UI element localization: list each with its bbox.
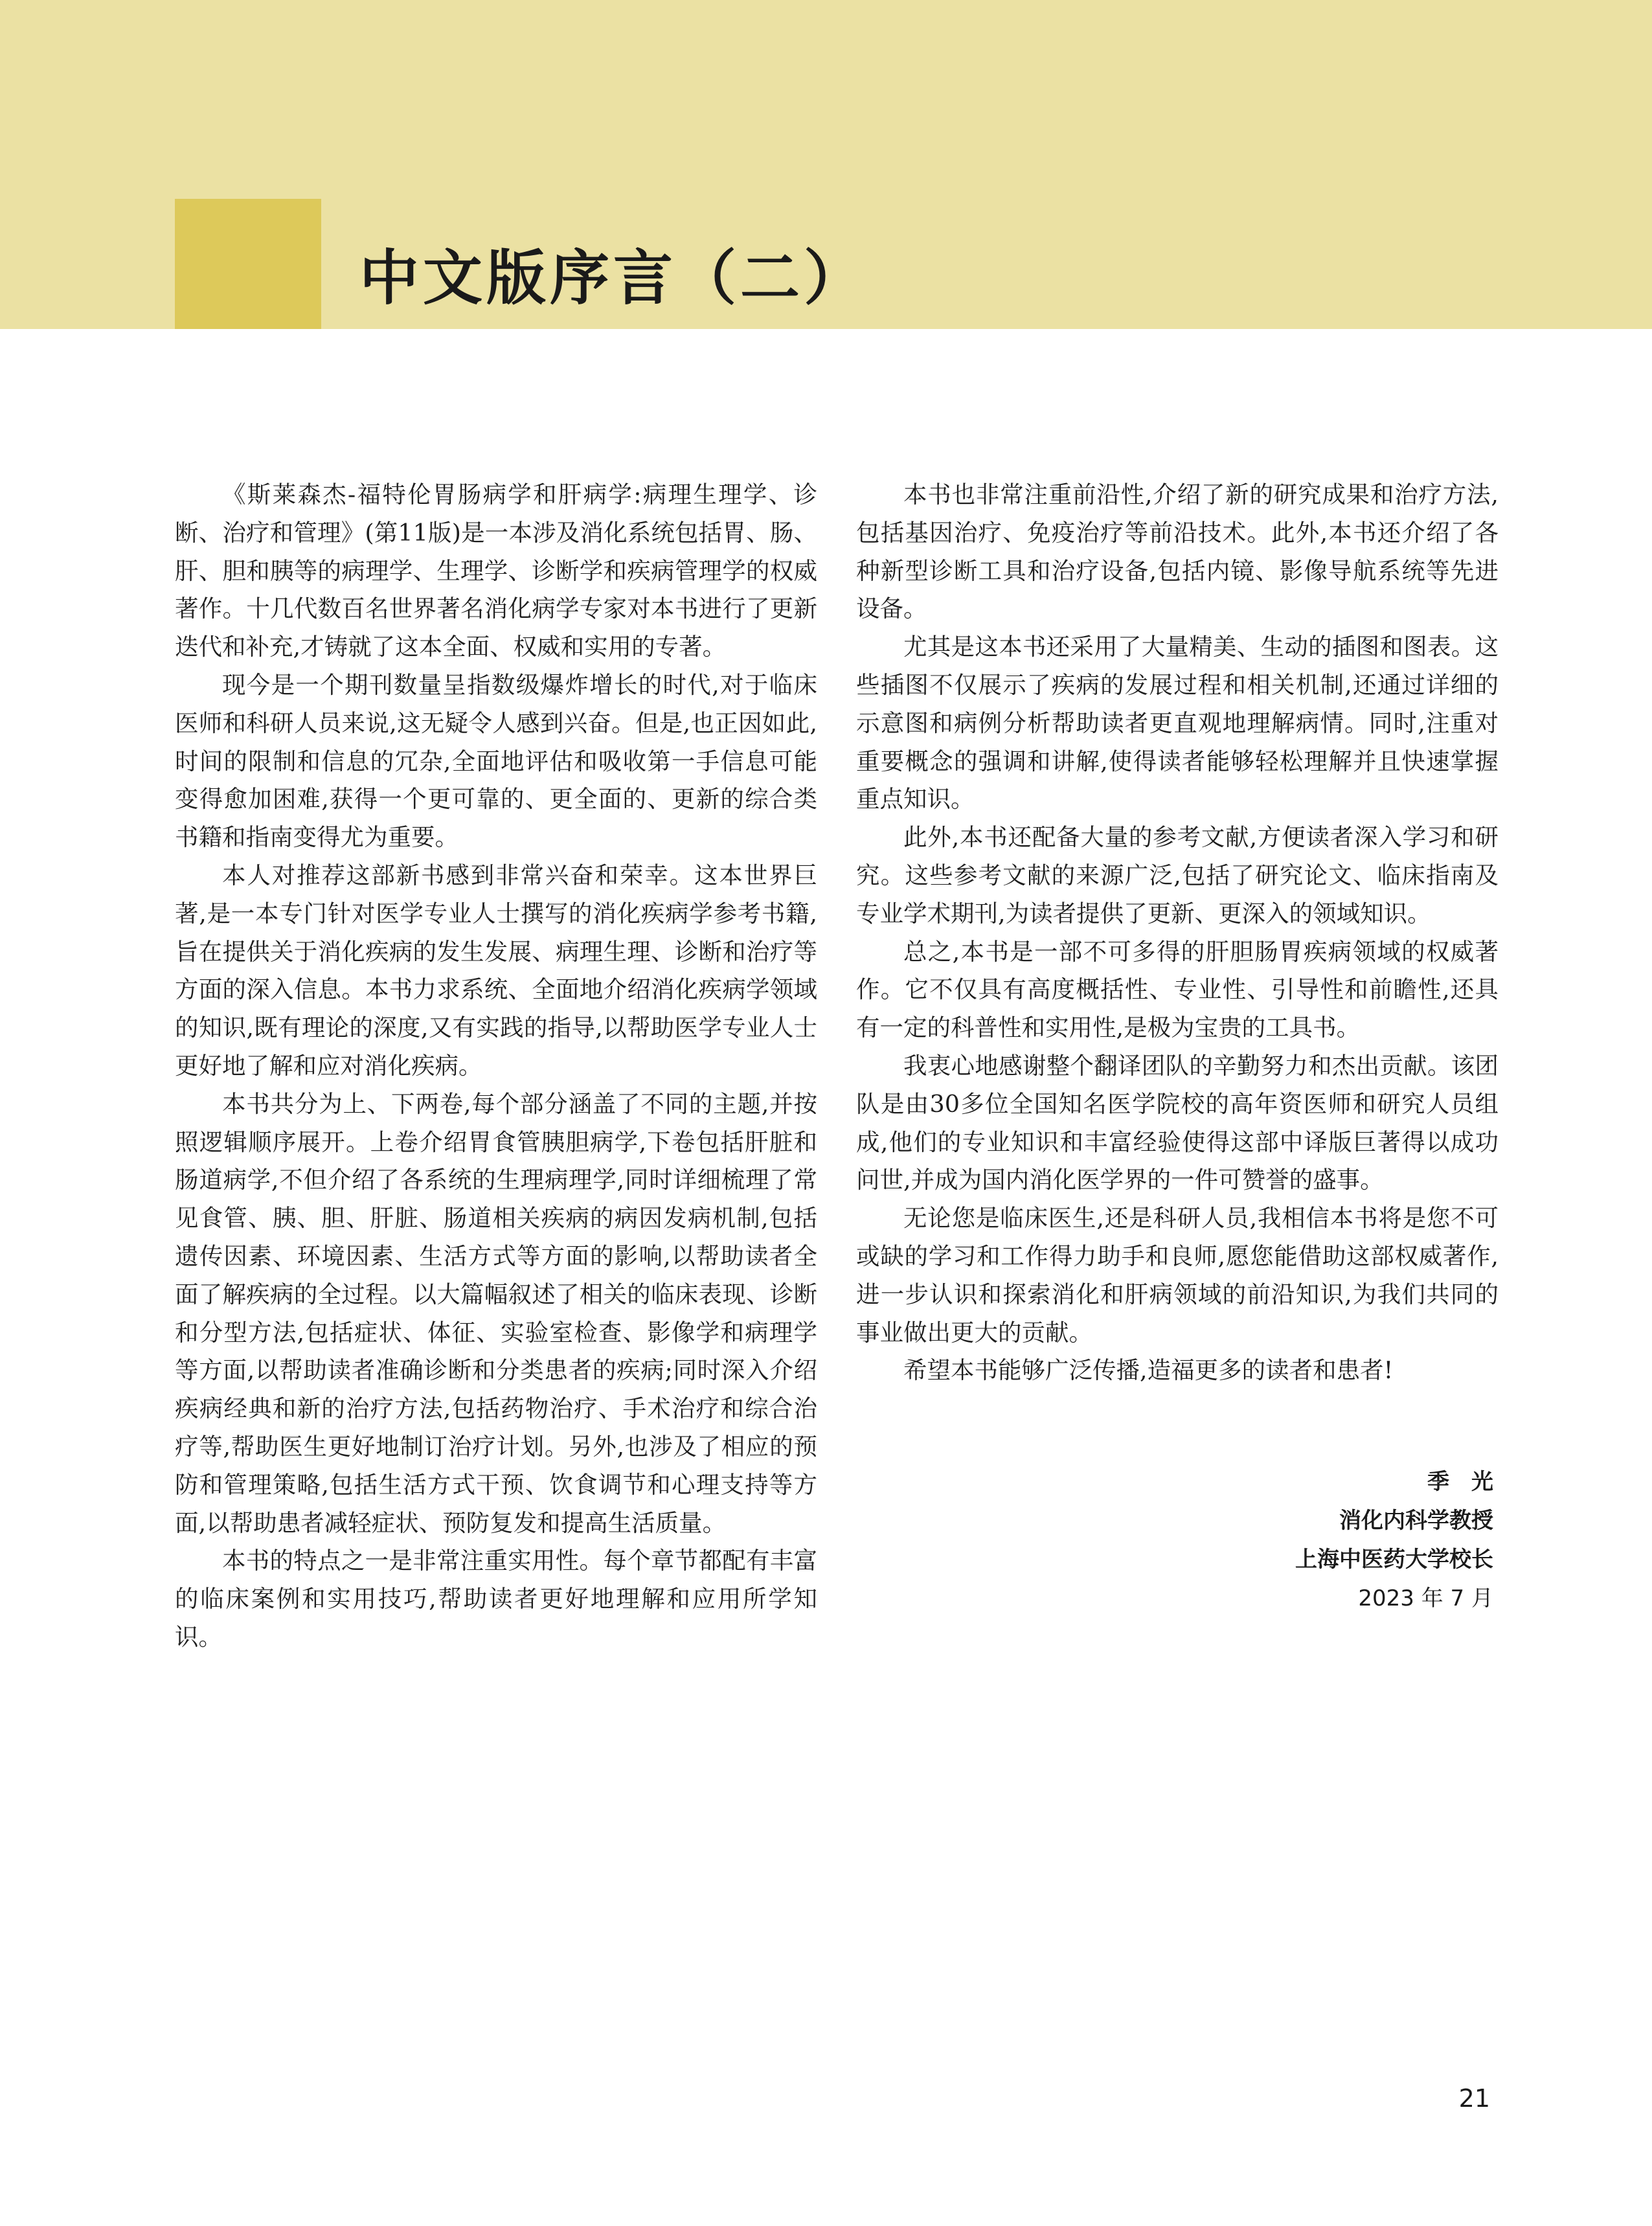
title-accent-block	[175, 199, 321, 329]
author-role: 消化内科学教授	[1339, 1508, 1493, 1534]
page-number: 21	[1458, 2084, 1490, 2113]
author-affiliation: 上海中医药大学校长	[1295, 1547, 1493, 1573]
author-name: 季 光	[1427, 1469, 1493, 1495]
paragraph: 《斯莱森杰-福特伦胃肠病学和肝病学:病理生理学、诊断、治疗和管理》(第11版)是一本涉及消化系统包括胃、肠、肝、胆和胰等的病理学、生理学、诊断学和疾病管理学的权威著作。十几代数百名世界著名消化病学专家对本书进行了更新迭代和补充,才铸就了这本全面、权威和实用的专著。	[175, 481, 817, 661]
paragraph: 此外,本书还配备大量的参考文献,方便读者深入学习和研究。这些参考文献的来源广泛,包括了研究论文、临床指南及专业学术期刊,为读者提供了更新、更深入的领域知识。	[856, 823, 1499, 927]
paragraph: 希望本书能够广泛传播,造福更多的读者和患者!	[903, 1356, 1394, 1385]
paragraph: 本书共分为上、下两卷,每个部分涵盖了不同的主题,并按照逻辑顺序展开。上卷介绍胃食管胰胆病学,下卷包括肝脏和肠道病学,不但介绍了各系统的生理病理学,同时详细梳理了常见食管、胰、胆、肝脏、肠道相关疾病的病因发病机制,包括遗传因素、环境因素、生活方式等方面的影响,以帮助读者全面了解疾病的全过程。以大篇幅叙述了相关的临床表现、诊断和分型方法,包括症状、体征、实验室检查、影像学和病理学等方面,以帮助读者准确诊断和分类患者的疾病;同时深入介绍疾病经典和新的治疗方法,包括药物治疗、手术治疗和综合治疗等,帮助医生更好地制订治疗计划。另外,也涉及了相应的预防和管理策略,包括生活方式干预、饮食调节和心理支持等方面,以帮助患者减轻症状、预防复发和提高生活质量。	[175, 1089, 817, 1537]
paragraph: 尤其是这本书还采用了大量精美、生动的插图和图表。这些插图不仅展示了疾病的发展过程和相关机制,还通过详细的示意图和病例分析帮助读者更直观地理解病情。同时,注重对重要概念的强调和讲解,使得读者能够轻松理解并且快速掌握重点知识。	[856, 633, 1499, 813]
page-title: 中文版序言（二）	[359, 244, 868, 313]
right-column	[856, 476, 1499, 1390]
paragraph: 本书也非常注重前沿性,介绍了新的研究成果和治疗方法,包括基因治疗、免疫治疗等前沿技术。此外,本书还介绍了各种新型诊断工具和治疗设备,包括内镜、影像导航系统等先进设备。	[856, 481, 1499, 623]
paragraph: 无论您是临床医生,还是科研人员,我相信本书将是您不可或缺的学习和工作得力助手和良师,愿您能借助这部权威著作,进一步认识和探索消化和肝病领域的前沿知识,为我们共同的事业做出更大的贡献。	[856, 1204, 1499, 1346]
paragraph: 我衷心地感谢整个翻译团队的辛勤努力和杰出贡献。该团队是由30多位全国知名医学院校的高年资医师和研究人员组成,他们的专业知识和丰富经验使得这部中译版巨著得以成功问世,并成为国内消化医学界的一件可赞誉的盛事。	[856, 1051, 1499, 1194]
signature-block	[1295, 1462, 1493, 1618]
signature-date: 2023 年 7 月	[1358, 1585, 1493, 1611]
paragraph: 总之,本书是一部不可多得的肝胆肠胃疾病领域的权威著作。它不仅具有高度概括性、专业性、引导性和前瞻性,还具有一定的科普性和实用性,是极为宝贵的工具书。	[856, 937, 1499, 1042]
paragraph: 本书的特点之一是非常注重实用性。每个章节都配有丰富的临床案例和实用技巧,帮助读者更好地理解和应用所学知识。	[175, 1547, 817, 1651]
paragraph: 现今是一个期刊数量呈指数级爆炸增长的时代,对于临床医师和科研人员来说,这无疑令人感到兴奋。但是,也正因如此,时间的限制和信息的冗杂,全面地评估和吸收第一手信息可能变得愈加困难,获得一个更可靠的、更全面的、更新的综合类书籍和指南变得尤为重要。	[175, 670, 817, 852]
left-column	[175, 476, 817, 1657]
paragraph: 本人对推荐这部新书感到非常兴奋和荣幸。这本世界巨著,是一本专门针对医学专业人士撰写的消化疾病学参考书籍,旨在提供关于消化疾病的发生发展、病理生理、诊断和治疗等方面的深入信息。本书力求系统、全面地介绍消化疾病学领域的知识,既有理论的深度,又有实践的指导,以帮助医学专业人士更好地了解和应对消化疾病。	[175, 861, 817, 1080]
